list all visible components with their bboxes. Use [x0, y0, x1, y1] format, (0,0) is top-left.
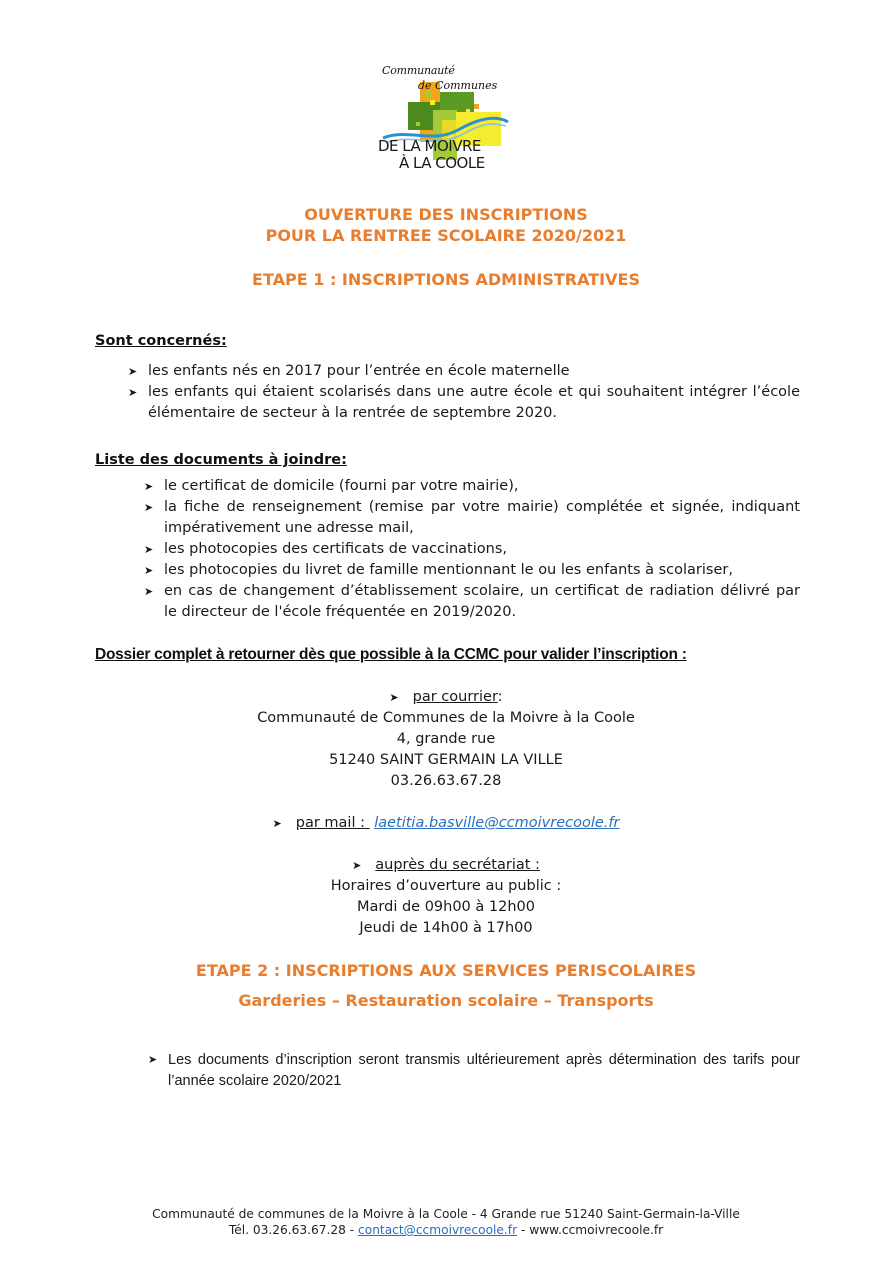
title-line1: OUVERTURE DES INSCRIPTIONS	[304, 205, 588, 224]
courrier-label: par courrier	[412, 689, 498, 705]
mail-block	[0, 813, 892, 834]
footer-web: - www.ccmoivrecoole.fr	[517, 1223, 664, 1237]
arrowhead-right-icon: ➤	[352, 859, 362, 872]
courrier-phone: 03.26.63.67.28	[390, 773, 502, 789]
list-item: ➤ les enfants qui étaient scolarisés dans une autre école et qui souhaitent intégrer l’école élémentaire de secteur à la rentrée de septembre 2020.	[128, 384, 800, 421]
arrowhead-right-icon: ➤	[128, 365, 138, 378]
title-line2: POUR LA RENTREE SCOLAIRE 2020/2021	[265, 226, 627, 245]
list-item: ➤ les photocopies des certificats de vaccinations,	[164, 539, 800, 560]
secretariat-hours-thursday: Jeudi de 14h00 à 17h00	[359, 920, 533, 936]
secretariat-block	[0, 855, 892, 939]
arrowhead-right-icon: ➤	[389, 691, 399, 704]
mail-label: par mail :	[295, 815, 370, 831]
dossier-heading: Dossier complet à retourner dès que possible à la CCMC pour valider l’inscription :	[95, 646, 687, 663]
email-link[interactable]: laetitia.basville@ccmoivrecoole.fr	[374, 815, 620, 831]
logo-script-line1: Communauté	[382, 64, 455, 77]
etape2-heading: ETAPE 2 : INSCRIPTIONS AUX SERVICES PERISCOLAIRES	[195, 961, 697, 980]
arrowhead-right-icon: ➤	[272, 817, 282, 830]
secretariat-hours-tuesday: Mardi de 09h00 à 12h00	[357, 899, 535, 915]
secretariat-hours-title: Horaires d’ouverture au public :	[330, 878, 562, 894]
arrowhead-right-icon: ➤	[144, 543, 154, 556]
list-item: ➤ les enfants nés en 2017 pour l’entrée en école maternelle	[148, 361, 800, 382]
arrowhead-right-icon: ➤	[144, 585, 154, 598]
list-item: ➤ le certificat de domicile (fourni par votre mairie),	[164, 476, 800, 497]
documents-list	[144, 476, 800, 623]
logo-main-line1: DE LA MOIVRE	[378, 137, 481, 155]
ccmc-logo	[378, 62, 523, 174]
list-item: ➤ les photocopies du livret de famille mentionnant le ou les enfants à scolariser,	[164, 560, 800, 581]
etape2-subtitle: Garderies – Restauration scolaire – Transports	[238, 991, 654, 1010]
logo-script-line2: de Communes	[418, 79, 498, 92]
page-title	[0, 204, 892, 246]
courrier-address-name: Communauté de Communes de la Moivre à la Coole	[257, 710, 635, 726]
arrowhead-right-icon: ➤	[144, 480, 154, 493]
arrowhead-right-icon: ➤	[148, 1054, 158, 1066]
page-footer	[0, 1206, 892, 1238]
logo-main-line2: À LA COOLE	[399, 154, 485, 172]
courrier-label-line: ➤ par courrier:	[389, 689, 503, 705]
arrowhead-right-icon: ➤	[144, 564, 154, 577]
footer-contact-line	[0, 1222, 892, 1238]
concernes-list	[128, 361, 800, 424]
footer-tel: Tél. 03.26.63.67.28 -	[228, 1223, 359, 1237]
arrowhead-right-icon: ➤	[128, 386, 138, 399]
list-item: ➤ en cas de changement d’établissement scolaire, un certificat de radiation délivré par le directeur de l'école fréquentée en 2019/2020.	[144, 583, 800, 620]
arrowhead-right-icon: ➤	[144, 501, 154, 514]
courrier-address-city: 51240 SAINT GERMAIN LA VILLE	[329, 752, 563, 768]
footer-address: Communauté de communes de la Moivre à la Coole - 4 Grande rue 51240 Saint-Germain-la-Ville	[152, 1207, 740, 1221]
footer-email-link[interactable]: contact@ccmoivrecoole.fr	[358, 1223, 518, 1237]
concernes-heading: Sont concernés:	[95, 333, 227, 349]
documents-heading: Liste des documents à joindre:	[95, 452, 347, 468]
courrier-address-street: 4, grande rue	[396, 731, 496, 747]
etape2-list	[148, 1050, 800, 1092]
etape1-heading: ETAPE 1 : INSCRIPTIONS ADMINISTRATIVES	[252, 270, 640, 289]
list-item: ➤ Les documents d’inscription seront transmis ultérieurement après détermination des tarifs pour l’année scolaire 2020/2021	[148, 1052, 800, 1089]
courrier-block	[0, 687, 892, 792]
secretariat-label: auprès du secrétariat :	[375, 857, 540, 873]
list-item: ➤ la fiche de renseignement (remise par votre mairie) complétée et signée, indiquant impérativement une adresse mail,	[144, 499, 800, 536]
